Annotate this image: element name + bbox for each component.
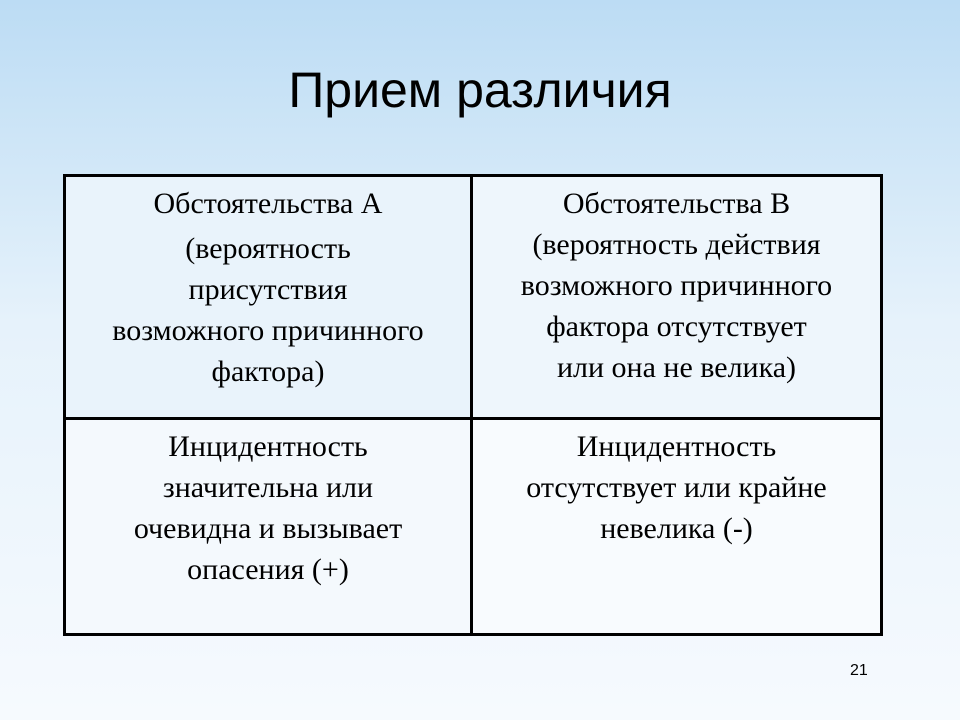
table-cell-circumstances-a [66, 177, 473, 420]
table-cell-incidence-significant [66, 420, 473, 633]
comparison-table [63, 174, 883, 636]
cell-line: Обстоятельства В [562, 187, 791, 220]
cell-line: (вероятность действия [532, 228, 821, 261]
cell-line: невелика (-) [600, 512, 753, 545]
cell-line: Инцидентность [576, 430, 777, 463]
slide-number: 21 [850, 662, 868, 679]
table-cell-incidence-absent [473, 420, 880, 633]
cell-line: фактора) [211, 355, 325, 388]
table-cell-circumstances-b [473, 177, 880, 420]
cell-line: опасения (+) [187, 553, 349, 586]
cell-line: очевидна и вызывает [133, 512, 403, 545]
slide-title: Прием различия [288, 62, 672, 118]
cell-line: отсутствует или крайне [526, 471, 827, 504]
cell-line: фактора отсутствует [546, 310, 807, 343]
cell-line: возможного причинного [112, 314, 424, 347]
cell-line: присутствия [188, 273, 348, 306]
cell-line: значительна или [162, 471, 374, 504]
cell-line: возможного причинного [520, 269, 833, 302]
cell-line: или она не велика) [556, 351, 797, 384]
cell-line: (вероятность [185, 232, 351, 265]
cell-heading: Обстоятельства А [153, 187, 383, 220]
cell-line: Инцидентность [168, 430, 368, 463]
